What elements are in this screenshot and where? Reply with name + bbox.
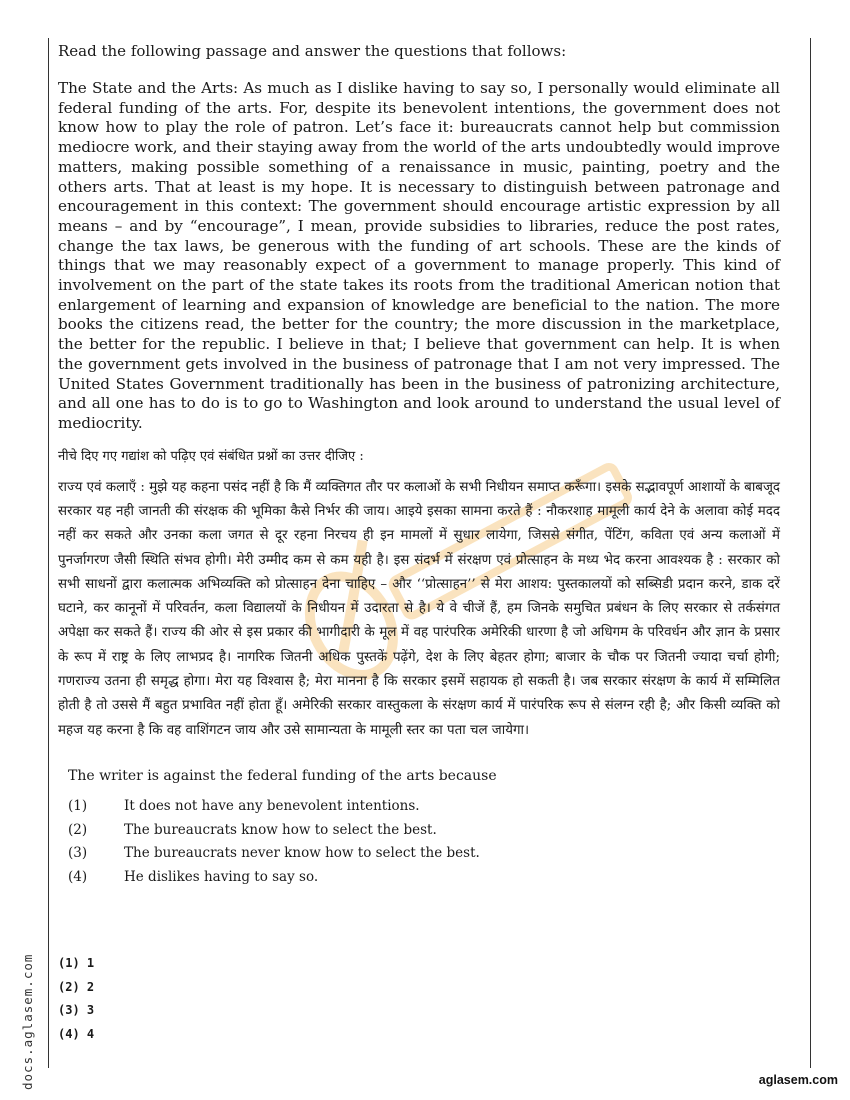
page-content — [58, 42, 780, 889]
side-source-url: docs.aglasem.com — [20, 953, 35, 1090]
option-number: (1) — [68, 797, 88, 814]
answer-choice-2[interactable]: (2) 2 — [58, 979, 95, 994]
answer-choice-4[interactable]: (4) 4 — [58, 1027, 95, 1042]
question-text: The writer is against the federal funding of the arts because — [68, 767, 497, 784]
footer-brand: aglasem.com — [758, 1073, 838, 1087]
passage-english: The State and the Arts: As much as I dislike having to say so, I personally would eliminate all federal funding of the arts. For, despite its benevolent intentions, the government does not know how to play the role of patron. Let’s face it: bureaucrats cannot help but commission mediocre work, and their staying away from the world of the arts undoubtedly would improve matters, making possible something of a renaissance in music, painting, poetry and the others arts. That at least is my hope. It is necessary to distinguish between patronage and encouragement in this context: The government should encourage artistic expression by all means – and by “encourage”, I mean, provide subsidies to libraries, reduce the post rates, change the tax laws, be generous with the funding of art schools. These are the kinds of things that we may reasonably expect of a government to manage properly. This kind of involvement on the part of the state takes its roots from the traditional American notion that enlargement of learning and expansion of knowledge are beneficial to the nation. The more books the citizens read, the better for the country; the more discussion in the marketplace, the better for the republic. I believe in that; I believe that government can help. It is when the government gets involved in the business of patronage that I am not very impressed. The United States Government traditionally has been in the business of patronizing architecture, and all one has to do is to go to Washington and look around to understand the usual level of mediocrity. — [58, 79, 780, 432]
option-text: The bureaucrats know how to select the best. — [124, 821, 437, 838]
option-row — [68, 795, 780, 819]
option-row — [68, 842, 780, 866]
option-number: (2) — [68, 821, 88, 838]
option-number: (3) — [68, 845, 88, 862]
passage-instruction: Read the following passage and answer the questions that follows: — [58, 42, 567, 60]
answer-choice-1[interactable]: (1) 1 — [58, 956, 95, 970]
option-text: The bureaucrats never know how to select the best. — [124, 845, 480, 862]
answer-choice-3[interactable]: (3) 3 — [58, 1003, 95, 1018]
passage-instruction-hindi: नीचे दिए गए गद्यांश को पढ़िए एवं संबंधित प्रश्नों का उत्तर दीजिए : — [58, 448, 364, 464]
option-row — [68, 819, 780, 843]
option-text: He dislikes having to say so. — [124, 868, 319, 885]
answer-choices — [58, 952, 94, 1047]
option-text: It does not have any benevolent intentions. — [124, 797, 420, 814]
passage-hindi: राज्य एवं कलाएँ : मुझे यह कहना पसंद नहीं है कि मैं व्यक्तिगत तौर पर कलाओं के सभी निधीयन समाप्त करूँगा। इसके सद्भावपूर्ण आशायों के बाबजूद सरकार यह नही जानती की संरक्षक की भूमिका कैसे निर्भर की जाय। आइये इसका सामना करते हैं : नौकरशाह मामूली कार्य देने के अलावा कोई मदद नहीं कर सकते और उनका कला जगत से दूर रहना निरचय ही इन मामलों में सुधार लायेगा, जिससे संगीत, पेंटिंग, कविता एवं अन्य कलाओं में पुनर्जागरण जैसी स्थिति संभव होगी। मेरी उम्मीद कम से कम यही है। इस संदर्भ में संरक्षण एवं प्रोत्साहन के मध्य भेद करना आवश्यक है : सरकार को सभी साधनों द्वारा कलात्मक अभिव्यक्ति को प्रोत्साहन देना चाहिए – और ‘‘प्रोत्साहन’’ से मेरा आशय: पुस्तकालयों को सब्सिडी प्रदान करने, डाक दरें घटाने, कर कानूनों में परिवर्तन, कला विद्यालयों के निधीयन में उदारता से है। ये वे चीजें हैं, हम जिनके समुचित प्रबंधन के लिए सरकार से तर्कसंगत अपेक्षा कर सकते हैं। राज्य की ओर से इस प्रकार की भागीदारी के मूल में वह पारंपरिक अमेरिकी धारणा है जो अधिगम के परिवर्धन और ज्ञान के प्रसार के रूप में राष्ट्र के लिए लाभप्रद है। नागरिक जितनी अधिक पुस्तकें पढ़ेंगे, देश के लिए बेहतर होगा; बाजार के चौक पर जितनी ज्यादा चर्चा होगी; गणराज्य उतना ही समृद्ध होगा। मेरा यह विश्वास है; मेरा मानना है कि सरकार इसमें सहायक हो सकती है। जब सरकार संरक्षण के कार्य में सम्मिलित होती है तो उससे मैं बहुत प्रभावित नहीं होता हूँ। अमेरिकी सरकार वास्तुकला के संरक्षण कार्य में पारंपरिक रूप से संलग्न रही है; और किसी व्यक्ति को महज यह करना है कि वह वाशिंगटन जाय और उसे सामान्यता के मामूली स्तर का पता चल जायेगा। — [58, 479, 780, 738]
option-number: (4) — [68, 868, 88, 885]
option-row — [68, 866, 780, 890]
